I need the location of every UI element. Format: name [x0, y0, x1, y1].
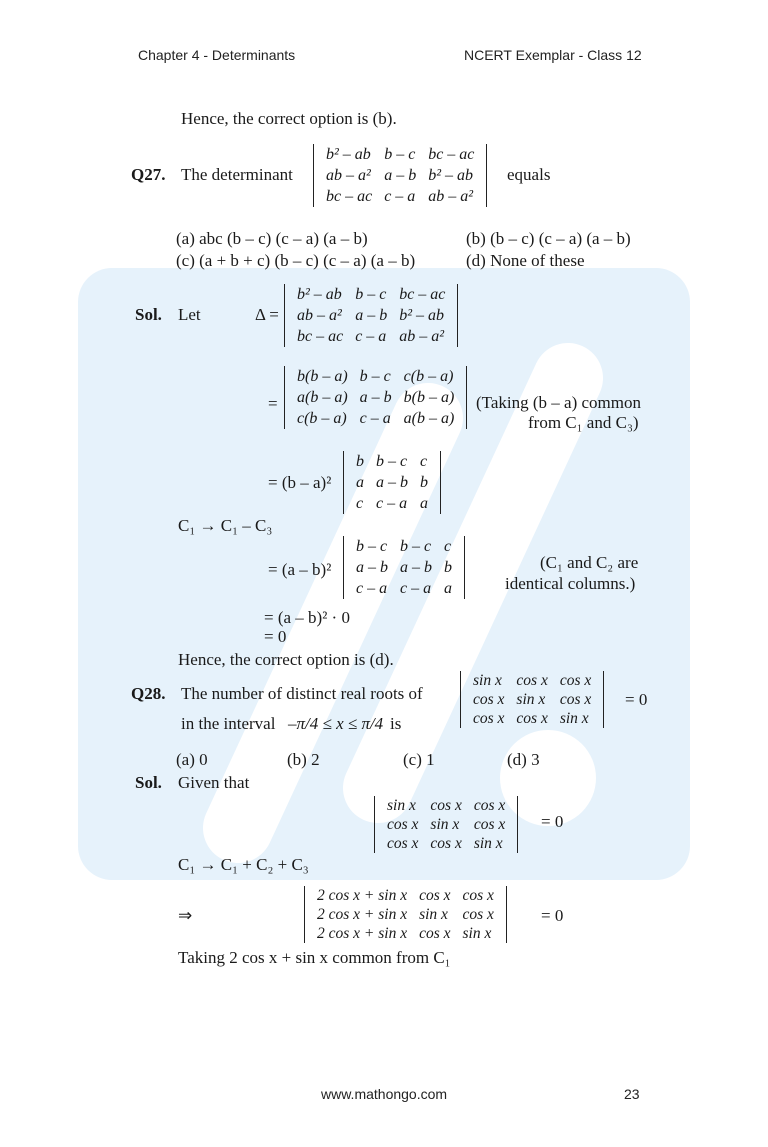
- cell: sin x: [430, 816, 460, 833]
- cell: cos x: [387, 835, 419, 852]
- cell: ab – a²: [297, 307, 342, 324]
- cell: c – a: [359, 410, 391, 427]
- sol27-eq4: = (a – b)²: [268, 560, 332, 579]
- cell: c: [420, 453, 428, 470]
- cell: c – a: [355, 328, 387, 345]
- cell: cos x: [462, 887, 494, 904]
- cell: 2 cos x + sin x: [317, 887, 408, 904]
- q27-option-b: (b) (b – c) (c – a) (a – b): [466, 229, 631, 248]
- sol27-determinant-2: [284, 366, 467, 429]
- cell: b: [420, 474, 428, 491]
- cell: sin x: [419, 906, 448, 923]
- cell: a – b: [384, 167, 417, 184]
- cell: c – a: [384, 188, 416, 205]
- cell: a(b – a): [297, 389, 348, 406]
- q27-option-c: (c) (a + b + c) (b – c) (c – a) (a – b): [176, 251, 416, 270]
- cell: cos x: [473, 691, 505, 708]
- q28-option-d: (d) 3: [507, 750, 540, 769]
- cell: a: [420, 495, 428, 512]
- cell: b – c: [376, 453, 408, 470]
- cell: b – c: [384, 146, 416, 163]
- q28-label: Q28.: [131, 684, 166, 703]
- sol28-label: Sol.: [135, 773, 162, 792]
- cell: b: [444, 559, 452, 576]
- cell: cos x: [516, 710, 548, 727]
- q28-option-b: (b) 2: [287, 750, 320, 769]
- cell: c – a: [356, 580, 388, 597]
- cell: a – b: [356, 559, 388, 576]
- cell: b² – ab: [326, 146, 371, 163]
- sol27-eq3: = (b – a)²: [268, 473, 332, 492]
- cell: sin x: [462, 925, 492, 942]
- sol27-let: Let: [178, 305, 201, 324]
- cell: ab – a²: [326, 167, 371, 184]
- header-chapter: Chapter 4 - Determinants: [138, 47, 296, 63]
- cell: b – c: [356, 538, 388, 555]
- sol28-determinant-2: [304, 886, 507, 943]
- sol27-note2-line1: (Taking (b – a) common: [476, 393, 641, 412]
- cell: bc – ac: [326, 188, 373, 205]
- q28-interval: –π/4 ≤ x ≤ π/4: [288, 714, 384, 733]
- cell: c(b – a): [297, 410, 347, 427]
- cell: a – b: [359, 389, 392, 406]
- q28-line1: The number of distinct real roots of: [181, 684, 423, 703]
- q28-determinant: [460, 671, 604, 728]
- cell: b: [356, 453, 364, 470]
- cell: ab – a²: [399, 328, 444, 345]
- footer-url: www.mathongo.com: [321, 1086, 448, 1102]
- sol27-note2-line2: from C₁ and C₃): [528, 413, 639, 432]
- sol28-determinant-1: [374, 796, 518, 853]
- cell: b – c: [355, 286, 387, 303]
- sol27-determinant-3: [343, 451, 441, 514]
- cell: cos x: [516, 672, 548, 689]
- sol27-eq5: = (a – b)² · 0: [264, 608, 350, 627]
- sol27-conclusion: Hence, the correct option is (d).: [178, 650, 394, 669]
- cell: c – a: [400, 580, 432, 597]
- cell: a – b: [355, 307, 388, 324]
- sol28-implies: ⇒: [178, 906, 193, 925]
- q27-option-d: (d) None of these: [466, 251, 585, 270]
- cell: bc – ac: [297, 328, 344, 345]
- page-number: 23: [624, 1086, 640, 1102]
- sol27-note4-line1: (C₁ and C₂ are: [540, 553, 639, 572]
- q28-is: is: [390, 714, 402, 733]
- q27-tail: equals: [507, 165, 551, 184]
- cell: 2 cos x + sin x: [317, 906, 408, 923]
- sol27-eq6: = 0: [264, 627, 287, 646]
- cell: sin x: [387, 797, 416, 814]
- cell: b – c: [359, 368, 391, 385]
- cell: c: [356, 495, 364, 512]
- cell: cos x: [387, 816, 419, 833]
- cell: a – b: [400, 559, 432, 576]
- cell: b² – ab: [297, 286, 342, 303]
- cell: a(b – a): [403, 410, 455, 427]
- sol27-note4-line2: identical columns.): [505, 574, 636, 593]
- q27-lead: The determinant: [181, 165, 293, 184]
- cell: c(b – a): [403, 368, 454, 385]
- cell: b² – ab: [399, 307, 444, 324]
- sol28-taking-common: Taking 2 cos x + sin x common from C₁: [178, 948, 451, 967]
- sol28-column-operation: C₁ → C₁ + C₂ + C₃: [178, 855, 309, 874]
- cell: sin x: [516, 691, 546, 708]
- cell: cos x: [419, 887, 451, 904]
- cell: c: [444, 538, 452, 555]
- cell: bc – ac: [399, 286, 446, 303]
- q28-option-a: (a) 0: [176, 750, 208, 769]
- sol27-delta: Δ =: [255, 305, 279, 324]
- q28-line2: in the interval: [181, 714, 276, 733]
- sol28-equals-zero-1: = 0: [541, 812, 564, 831]
- cell: c – a: [376, 495, 408, 512]
- cell: cos x: [419, 925, 451, 942]
- sol27-label: Sol.: [135, 305, 162, 324]
- cell: b(b – a): [297, 368, 348, 385]
- cell: bc – ac: [428, 146, 475, 163]
- header-book: NCERT Exemplar - Class 12: [464, 47, 642, 63]
- sol27-eq2: =: [268, 394, 278, 413]
- sol28-equals-zero-2: = 0: [541, 906, 564, 925]
- sol27-column-operation: C₁ → C₁ – C₃: [178, 516, 273, 535]
- cell: a: [356, 474, 364, 491]
- cell: cos x: [430, 797, 462, 814]
- q27-option-a: (a) abc (b – c) (c – a) (a – b): [176, 229, 368, 248]
- cell: cos x: [473, 710, 505, 727]
- cell: cos x: [473, 797, 506, 814]
- cell: sin x: [559, 710, 589, 727]
- cell: cos x: [559, 672, 592, 689]
- cell: cos x: [559, 691, 592, 708]
- cell: ab – a²: [428, 188, 473, 205]
- cell: a – b: [376, 474, 408, 491]
- q28-option-c: (c) 1: [403, 750, 435, 769]
- q27-determinant: [313, 144, 487, 207]
- cell: cos x: [430, 835, 462, 852]
- cell: cos x: [473, 816, 506, 833]
- q27-label: Q27.: [131, 165, 166, 184]
- q28-equals-zero: = 0: [625, 690, 648, 709]
- cell: cos x: [462, 906, 494, 923]
- cell: 2 cos x + sin x: [317, 925, 408, 942]
- cell: sin x: [473, 672, 502, 689]
- cell: a: [444, 580, 452, 597]
- sol27-determinant-4: [343, 536, 465, 599]
- cell: b – c: [400, 538, 432, 555]
- cell: b² – ab: [428, 167, 473, 184]
- sol27-determinant-1: [284, 284, 458, 347]
- sol28-given: Given that: [178, 773, 250, 792]
- intro-conclusion: Hence, the correct option is (b).: [181, 109, 397, 128]
- cell: b(b – a): [403, 389, 455, 406]
- cell: sin x: [473, 835, 503, 852]
